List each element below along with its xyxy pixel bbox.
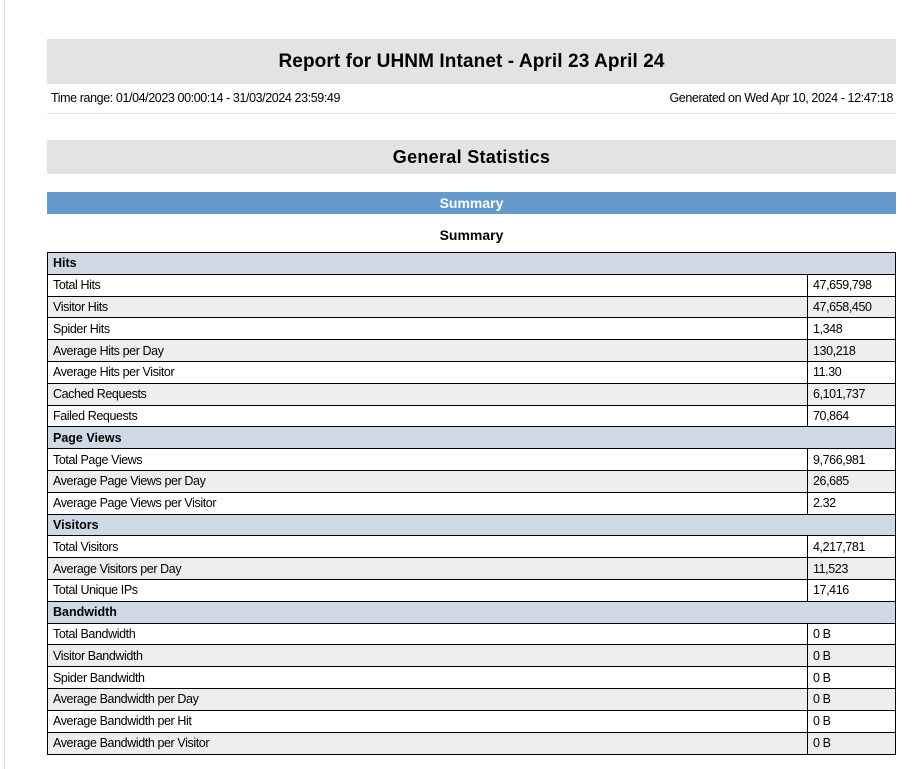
row-label: Total Unique IPs xyxy=(53,583,138,598)
table-row xyxy=(48,449,895,471)
row-value: 9,766,981 xyxy=(807,449,895,470)
row-value: 0 B xyxy=(807,645,895,666)
table-row xyxy=(48,733,895,755)
row-value: 0 B xyxy=(807,624,895,645)
left-margin-rule xyxy=(4,0,5,769)
row-value: 0 B xyxy=(807,733,895,755)
row-label: Failed Requests xyxy=(53,408,138,423)
row-value: 4,217,781 xyxy=(807,536,895,557)
table-row xyxy=(48,536,895,558)
row-value: 70,864 xyxy=(807,406,895,427)
report-title: Report for UHNM Intanet - April 23 April 24 xyxy=(278,50,665,72)
row-value: 0 B xyxy=(807,689,895,710)
row-label: Average Visitors per Day xyxy=(53,561,182,576)
row-label: Visitor Bandwidth xyxy=(53,648,143,663)
row-label: Average Hits per Visitor xyxy=(53,365,175,380)
table-row xyxy=(48,645,895,667)
row-value: 2.32 xyxy=(807,493,895,514)
row-value: 11.30 xyxy=(807,362,895,383)
table-row xyxy=(48,384,895,406)
table-row xyxy=(48,624,895,646)
generated-on: Generated on Wed Apr 10, 2024 - 12:47:18 xyxy=(669,91,893,105)
row-value: 130,218 xyxy=(807,340,895,361)
row-value: 0 B xyxy=(807,667,895,688)
row-label: Cached Requests xyxy=(53,387,147,402)
table-row xyxy=(48,340,895,362)
table-row xyxy=(48,558,895,580)
row-value: 17,416 xyxy=(807,580,895,601)
table-row xyxy=(48,275,895,297)
row-value: 26,685 xyxy=(807,471,895,492)
table-row xyxy=(48,711,895,733)
group-header-label: Bandwidth xyxy=(53,605,117,620)
table-group-header xyxy=(48,253,895,275)
row-label: Total Visitors xyxy=(53,539,119,554)
section-title: General Statistics xyxy=(392,146,551,167)
table-row xyxy=(48,318,895,340)
row-label: Average Page Views per Visitor xyxy=(53,496,217,511)
table-group-header xyxy=(48,427,895,449)
subsection-bar xyxy=(47,192,896,214)
row-value: 47,659,798 xyxy=(807,275,895,296)
section-title-bar xyxy=(47,140,896,174)
table-row xyxy=(48,406,895,428)
group-header-label: Hits xyxy=(53,256,77,271)
table-caption: Summary xyxy=(439,227,504,243)
report-meta-row xyxy=(47,88,896,114)
row-label: Spider Hits xyxy=(53,321,110,336)
table-row xyxy=(48,667,895,689)
group-header-label: Page Views xyxy=(53,430,122,445)
table-group-header xyxy=(48,602,895,624)
time-range: Time range: 01/04/2023 00:00:14 - 31/03/2024 23:59:49 xyxy=(51,91,340,105)
table-row xyxy=(48,689,895,711)
row-label: Average Hits per Day xyxy=(53,343,164,358)
report-title-bar xyxy=(47,39,896,84)
summary-table xyxy=(47,252,896,755)
row-value: 0 B xyxy=(807,711,895,732)
subsection-title: Summary xyxy=(439,195,504,211)
table-row xyxy=(48,580,895,602)
row-label: Total Bandwidth xyxy=(53,626,136,641)
table-row xyxy=(48,493,895,515)
row-label: Visitor Hits xyxy=(53,299,108,314)
row-label: Average Bandwidth per Visitor xyxy=(53,736,210,751)
row-label: Spider Bandwidth xyxy=(53,670,145,685)
row-label: Average Bandwidth per Day xyxy=(53,692,199,707)
group-header-label: Visitors xyxy=(53,517,99,532)
table-row xyxy=(48,362,895,384)
row-label: Total Page Views xyxy=(53,452,143,467)
row-value: 1,348 xyxy=(807,318,895,339)
table-group-header xyxy=(48,515,895,537)
row-label: Average Bandwidth per Hit xyxy=(53,714,192,729)
row-value: 6,101,737 xyxy=(807,384,895,405)
row-value: 11,523 xyxy=(807,558,895,579)
row-label: Average Page Views per Day xyxy=(53,474,206,489)
table-row xyxy=(48,297,895,319)
row-label: Total Hits xyxy=(53,278,101,293)
table-row xyxy=(48,471,895,493)
row-value: 47,658,450 xyxy=(807,297,895,318)
